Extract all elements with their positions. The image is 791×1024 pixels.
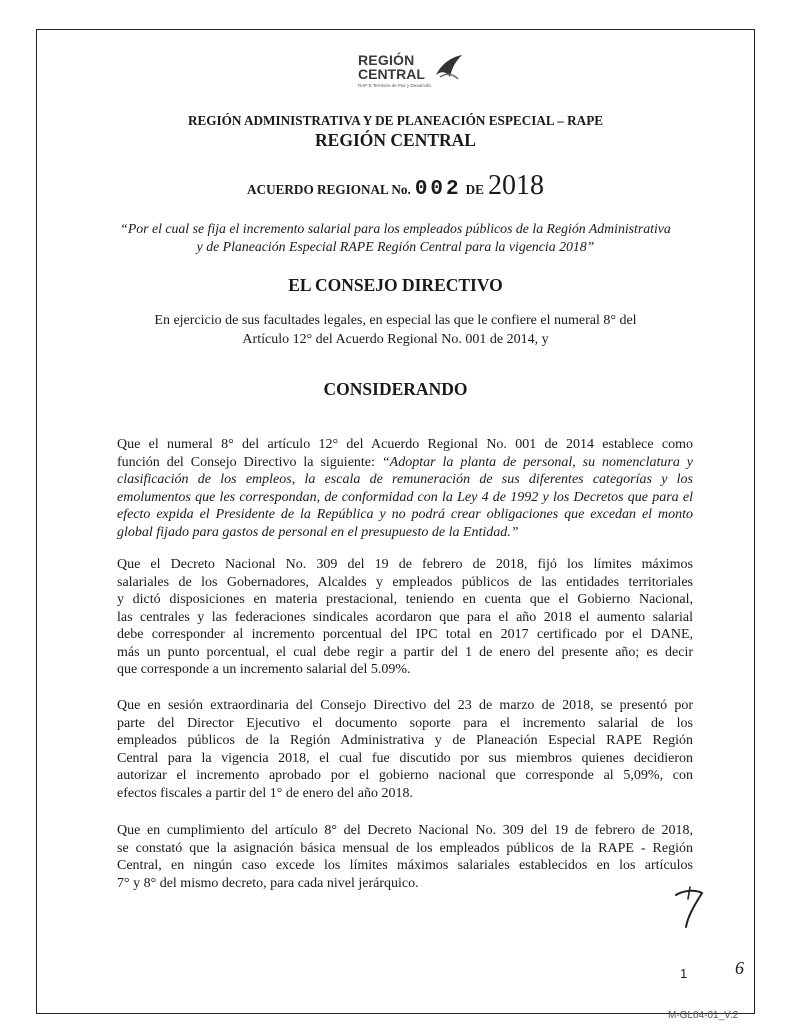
p3-line1: Que en sesión extraordinaria del Consejo Directivo del 23 de marzo de 2018, se presentó por bbox=[117, 698, 693, 713]
entity-header: REGIÓN ADMINISTRATIVA Y DE PLANEACIÓN ESPECIAL – RAPE bbox=[187, 113, 604, 128]
p1-line1: Que el numeral 8° del artículo 12° del Acuerdo Regional No. 001 de 2014 establece como bbox=[117, 437, 693, 452]
bird-icon bbox=[434, 53, 464, 83]
acuerdo-label: ACUERDO REGIONAL No. bbox=[247, 182, 411, 197]
p2-line6: más un punto porcentual, el cual debe regir a partir del 1 de enero del presente año; es decir bbox=[117, 644, 693, 660]
consejo-title: EL CONSEJO DIRECTIVO bbox=[288, 275, 503, 295]
logo-tagline: RAP-E Territorio de Paz y Desarrollo bbox=[358, 83, 431, 88]
p2-line3: y dictó disposiciones en materia prestacional, teniendo en cuenta que el Gobierno Nacional, bbox=[117, 592, 693, 607]
p4-line1: Que en cumplimiento del artículo 8° del Decreto Nacional No. 309 del 19 de febrero de 2018, bbox=[117, 823, 693, 838]
p3-line3: empleados públicos de la Región Administrativa y de Planeación Especial RAPE Región bbox=[117, 733, 693, 748]
p3-line4: Central para la vigencia 2018, el cual fue discutido por sus miembros quienes decidieron bbox=[117, 750, 693, 766]
p3-line2: parte del Director Ejecutivo el documento soporte para el incremento salarial de los bbox=[117, 715, 693, 731]
p2-line2: salariales de los Gobernadores, Alcaldes y empleados públicos de las entidades territoriales bbox=[117, 574, 693, 590]
p2-line4: las centrales y las federaciones sindicales acordaron que para el año 2018 el aumento salarial bbox=[117, 609, 693, 625]
intro-line1: En ejercicio de sus facultades legales, en especial las que le confiere el numeral 8° del bbox=[154, 313, 637, 328]
considerando-title: CONSIDERANDO bbox=[323, 379, 468, 399]
logo-text-line1: REGIÓN bbox=[358, 52, 415, 68]
p1-line3: clasificación de los empleos, la escala de remuneración de sus diferentes categorías y los bbox=[117, 472, 693, 487]
considerando-paragraph-2 bbox=[117, 556, 693, 679]
p3-line5: autorizar el incremento aprobado por el gobierno nacional que corresponde al 5,09%, con bbox=[117, 768, 693, 783]
acuerdo-title bbox=[36, 170, 755, 200]
p1-line5: efecto expida el Presidente de la República y no podrá crear obligaciones que excedan el monto bbox=[117, 507, 693, 522]
subtitle-line2: y de Planeación Especial RAPE Región Central para la vigencia 2018” bbox=[196, 239, 595, 254]
region-header: REGIÓN CENTRAL bbox=[315, 130, 476, 150]
logo-text-line2: CENTRAL bbox=[358, 66, 425, 82]
intro-line2: Artículo 12° del Acuerdo Regional No. 001 de 2014, y bbox=[242, 332, 549, 347]
p2-line7: que corresponde a un incremento salarial del 5.09%. bbox=[117, 662, 411, 677]
acuerdo-number: 002 bbox=[414, 178, 462, 201]
page-number: 1 bbox=[680, 966, 688, 981]
p1-line2-quote: “Adoptar la planta de personal, su nomenclatura y bbox=[381, 454, 693, 470]
acuerdo-subtitle bbox=[36, 220, 755, 256]
p1-line2 bbox=[117, 454, 693, 472]
p4-line4: 7° y 8° del mismo decreto, para cada nivel jerárquico. bbox=[117, 875, 419, 891]
p4-line2: se constató que la asignación básica mensual de los empleados públicos de la RAPE - Región bbox=[117, 840, 693, 856]
p1-line6: global fijado para gastos de personal en el presupuesto de la Entidad.” bbox=[117, 524, 519, 540]
p1-line2-plain: función del Consejo Directivo la siguiente: bbox=[117, 454, 382, 470]
handwritten-initial bbox=[672, 885, 708, 931]
handwritten-page-mark: 6 bbox=[735, 958, 744, 978]
acuerdo-de: DE bbox=[465, 182, 484, 197]
p3-line6: efectos fiscales a partir del 1° de enero del año 2018. bbox=[117, 785, 413, 801]
p1-line4: emolumentos que les correspondan, de conformidad con la Ley 4 de 1992 y los Decretos que para el bbox=[117, 489, 693, 505]
p2-line1: Que el Decreto Nacional No. 309 del 19 de febrero de 2018, fijó los límites máximos bbox=[117, 557, 693, 572]
region-central-logo bbox=[354, 50, 466, 94]
considerando-paragraph-3 bbox=[117, 697, 693, 802]
considerando-paragraph-4 bbox=[117, 822, 693, 892]
considerando-paragraph-1 bbox=[117, 436, 693, 541]
intro-paragraph bbox=[36, 311, 755, 349]
acuerdo-year: 2018 bbox=[487, 170, 544, 201]
p4-line3: Central, en ningún caso excede los límites máximos salariales establecidos en los artículos bbox=[117, 858, 693, 873]
subtitle-line1: “Por el cual se fija el incremento salarial para los empleados públicos de la Región Administrativa bbox=[120, 221, 671, 236]
document-code: M-GL04-01_V.2 bbox=[668, 1010, 739, 1021]
p2-line5: debe corresponder al incremento porcentual del IPC total en 2017 certificado por el DANE, bbox=[117, 627, 693, 642]
